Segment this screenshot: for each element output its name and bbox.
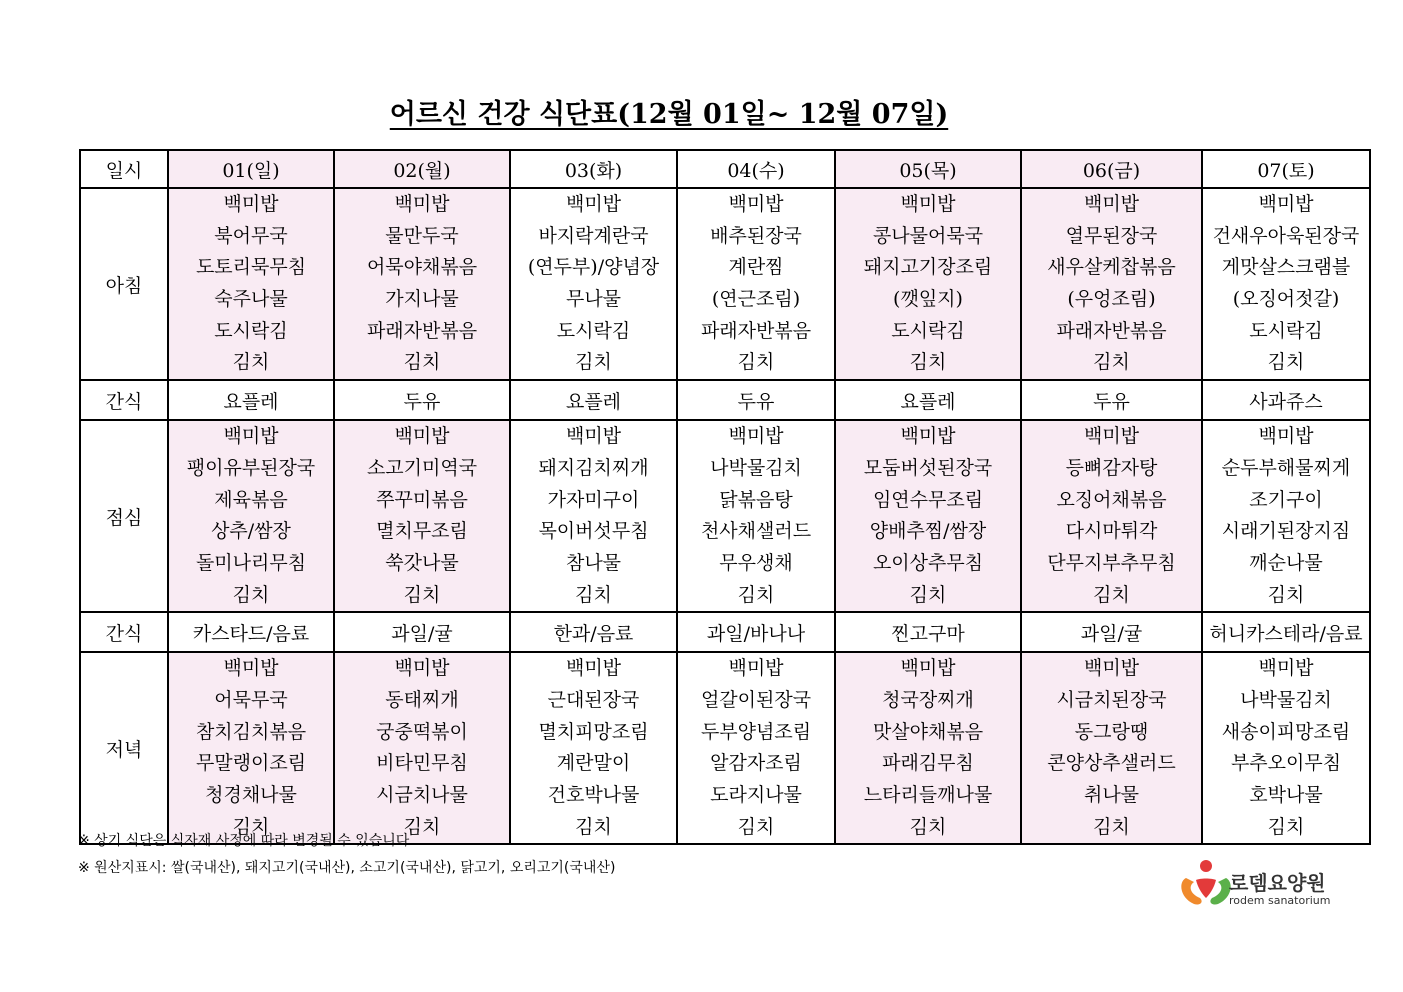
menu-item: 비타민무침 <box>376 752 468 775</box>
menu-item: 양배추찜/쌈장 <box>869 520 987 543</box>
menu-item: 김치 <box>1267 583 1305 606</box>
meal-cell <box>677 188 835 380</box>
menu-item: 도시락김 <box>891 319 965 342</box>
meal-cell <box>168 188 334 380</box>
menu-item: 게맛살스크램블 <box>1221 256 1351 279</box>
meal-table <box>79 149 1371 845</box>
meal-label: 간식 <box>80 612 168 652</box>
menu-item: 참치김치볶음 <box>195 720 307 743</box>
day-header: 07(토) <box>1202 150 1370 188</box>
menu-item: 백미밥 <box>223 657 279 680</box>
menu-item: (우엉조림) <box>1067 288 1156 311</box>
snack-cell: 요플레 <box>510 380 677 420</box>
menu-item: 모둠버섯된장국 <box>863 456 993 479</box>
menu-item: 도시락김 <box>556 319 631 342</box>
menu-item: 백미밥 <box>394 657 450 680</box>
menu-item: 무우생채 <box>719 551 793 574</box>
menu-item: 김치 <box>909 351 947 374</box>
day-header: 06(금) <box>1021 150 1202 188</box>
menu-item: 김치 <box>737 583 775 606</box>
menu-item: 가지나물 <box>385 288 459 311</box>
menu-item: 김치 <box>232 815 270 838</box>
menu-item: 돼지김치찌개 <box>538 456 649 479</box>
meal-cell <box>677 420 835 612</box>
dinner-row <box>80 652 1370 844</box>
menu-item: 백미밥 <box>223 193 279 215</box>
meal-cell <box>1202 420 1370 612</box>
menu-item: 김치 <box>232 351 270 374</box>
menu-item: 부추오이무침 <box>1230 752 1342 775</box>
menu-item: 콩나물어묵국 <box>872 224 984 247</box>
notes <box>78 828 615 882</box>
menu-item: 깨순나물 <box>1249 551 1323 574</box>
menu-item: 김치 <box>403 351 441 374</box>
menu-item: 참나물 <box>565 551 622 574</box>
menu-item: 나박물김치 <box>1240 688 1332 711</box>
meal-cell <box>510 652 677 844</box>
menu-item: 멸치피망조림 <box>538 720 649 743</box>
day-header: 04(수) <box>677 150 835 188</box>
menu-item: 단무지부추무침 <box>1047 551 1176 574</box>
menu-item: 알감자조림 <box>710 752 802 775</box>
note-origin: ※ 원산지표시: 쌀(국내산), 돼지고기(국내산), 소고기(국내산), 닭고기, 오리고기(국내산) <box>78 860 616 876</box>
meal-cell <box>1202 652 1370 844</box>
menu-item: 백미밥 <box>565 425 622 448</box>
menu-item: 김치 <box>1267 815 1305 838</box>
menu-item: 청경채나물 <box>205 784 297 806</box>
meal-cell <box>510 188 677 380</box>
menu-item: 파래자반볶음 <box>1056 319 1167 342</box>
menu-item: 건새우아욱된장국 <box>1212 224 1360 247</box>
menu-item: 백미밥 <box>394 425 450 448</box>
snack-cell: 카스타드/음료 <box>168 612 334 652</box>
menu-item: 팽이유부된장국 <box>186 456 316 479</box>
menu-item: 백미밥 <box>223 425 279 448</box>
menu-item: (깻잎지) <box>893 288 963 311</box>
menu-item: 순두부해물찌게 <box>1221 456 1351 479</box>
menu-item: 콘양상추샐러드 <box>1047 752 1176 775</box>
menu-item: 오이상추무침 <box>872 551 984 574</box>
meal-label: 간식 <box>80 380 168 420</box>
menu-item: 느타리들깨나물 <box>863 784 993 806</box>
menu-item: 계란찜 <box>728 256 784 279</box>
menu-item: 상추/쌈장 <box>211 520 291 543</box>
meal-cell <box>168 420 334 612</box>
menu-item: 어묵야채볶음 <box>366 256 478 279</box>
logo-subtitle: rodem sanatorium <box>1229 894 1331 907</box>
meal-cell <box>1021 652 1202 844</box>
menu-item: 동그랑땡 <box>1074 720 1149 743</box>
snack-cell: 요플레 <box>835 380 1021 420</box>
meal-cell <box>1021 188 1202 380</box>
snack-cell: 한과/음료 <box>510 612 677 652</box>
snack-cell: 사과쥬스 <box>1202 380 1370 420</box>
menu-item: (오징어젓갈) <box>1232 288 1340 311</box>
menu-item: 목이버섯무침 <box>538 520 649 543</box>
meal-cell <box>677 652 835 844</box>
snack-cell: 두유 <box>1021 380 1202 420</box>
menu-item: 쭈꾸미볶음 <box>376 488 468 511</box>
menu-item: 어묵무국 <box>214 688 288 711</box>
menu-item: 김치 <box>1093 815 1130 838</box>
menu-item: 백미밥 <box>1083 425 1140 448</box>
snack2-row <box>80 612 1370 652</box>
menu-item: 계란말이 <box>556 752 631 775</box>
menu-item: 천사채샐러드 <box>700 520 812 543</box>
menu-item: 백미밥 <box>900 425 956 448</box>
menu-item: 도토리묵무침 <box>195 256 307 279</box>
meal-label: 점심 <box>80 420 168 612</box>
menu-item: 멸치무조림 <box>376 520 468 543</box>
menu-item: 김치 <box>575 583 612 606</box>
note-change: ※ 상기 식단은 식자재 사정에 따라 변경될 수 있습니다. <box>78 833 414 849</box>
menu-item: 김치 <box>737 351 775 374</box>
menu-item: 김치 <box>1093 351 1130 374</box>
menu-item: 김치 <box>575 351 612 374</box>
menu-item: 김치 <box>737 815 775 838</box>
menu-item: 김치 <box>1267 351 1305 374</box>
menu-item: 제육볶음 <box>214 488 288 511</box>
menu-item: 근대된장국 <box>547 688 640 711</box>
meal-cell <box>334 188 510 380</box>
menu-item: 김치 <box>1093 583 1130 606</box>
menu-item: (연두부)/양념장 <box>527 256 660 279</box>
menu-item: 김치 <box>909 815 947 838</box>
page-title: 어르신 건강 식단표(12월 01일~ 12월 07일) <box>389 99 949 130</box>
day-header: 05(목) <box>835 150 1021 188</box>
menu-item: 궁중떡볶이 <box>376 720 468 743</box>
menu-item: 도시락김 <box>214 319 288 342</box>
menu-item: 김치 <box>403 583 441 606</box>
snack1-row <box>80 380 1370 420</box>
lunch-row <box>80 420 1370 612</box>
menu-item: 닭볶음탕 <box>719 488 793 511</box>
snack-cell: 두유 <box>677 380 835 420</box>
logo-name: 로뎀요양원 <box>1229 871 1326 895</box>
snack-cell: 과일/귤 <box>1021 612 1202 652</box>
menu-item: 배추된장국 <box>710 224 802 247</box>
snack-cell: 두유 <box>334 380 510 420</box>
menu-item: 백미밥 <box>900 657 956 680</box>
menu-item: 백미밥 <box>1083 193 1140 215</box>
menu-item: 김치 <box>232 583 270 606</box>
snack-cell: 과일/바나나 <box>677 612 835 652</box>
snack-cell: 요플레 <box>168 380 334 420</box>
menu-item: 물만두국 <box>385 224 459 247</box>
header-row <box>80 150 1370 188</box>
meal-cell <box>1202 188 1370 380</box>
menu-item: 임연수무조림 <box>872 488 984 511</box>
menu-item: 백미밥 <box>900 193 956 215</box>
menu-item: 나박물김치 <box>710 456 802 479</box>
meal-cell <box>1021 420 1202 612</box>
menu-item: 백미밥 <box>728 425 784 448</box>
menu-item: 조기구이 <box>1249 488 1323 511</box>
menu-item: 다시마튀각 <box>1065 520 1158 543</box>
menu-item: 백미밥 <box>728 193 784 215</box>
meal-cell <box>510 420 677 612</box>
menu-item: 도시락김 <box>1249 319 1323 342</box>
menu-item: 파래자반볶음 <box>366 319 478 342</box>
menu-item: 김치 <box>403 815 441 838</box>
menu-item: 취나물 <box>1083 784 1140 806</box>
snack-cell: 찐고구마 <box>835 612 1021 652</box>
menu-item: (연근조림) <box>711 288 801 311</box>
menu-item: 오징어채볶음 <box>1056 488 1167 511</box>
menu-item: 청국장찌개 <box>882 688 974 711</box>
menu-item: 백미밥 <box>565 193 622 215</box>
meal-cell <box>835 420 1021 612</box>
meal-cell <box>334 652 510 844</box>
menu-item: 맛살야채볶음 <box>872 720 984 743</box>
menu-item: 시래기된장지짐 <box>1221 520 1351 543</box>
menu-item: 파래자반볶음 <box>700 319 812 342</box>
menu-item: 백미밥 <box>565 657 622 680</box>
menu-item: 얼갈이된장국 <box>700 688 812 711</box>
menu-item: 새우살케찹볶음 <box>1047 256 1176 279</box>
menu-item: 백미밥 <box>394 193 450 215</box>
menu-item: 숙주나물 <box>214 288 288 311</box>
menu-item: 돌미나리무침 <box>195 551 307 574</box>
menu-item: 백미밥 <box>1083 657 1140 680</box>
menu-item: 백미밥 <box>1258 193 1314 215</box>
menu-item: 돼지고기장조림 <box>863 256 993 279</box>
menu-item: 가자미구이 <box>547 488 640 511</box>
menu-item: 열무된장국 <box>1065 224 1158 247</box>
meal-cell <box>168 652 334 844</box>
menu-item: 바지락계란국 <box>538 224 649 247</box>
meal-cell <box>835 188 1021 380</box>
menu-item: 두부양념조림 <box>700 720 812 743</box>
menu-item: 김치 <box>909 583 947 606</box>
menu-item: 도라지나물 <box>710 784 802 806</box>
day-header: 02(월) <box>334 150 510 188</box>
meal-cell <box>835 652 1021 844</box>
meal-cell <box>334 420 510 612</box>
meal-label: 아침 <box>80 188 168 380</box>
snack-cell: 과일/귤 <box>334 612 510 652</box>
menu-item: 동태찌개 <box>385 688 459 711</box>
day-header: 01(일) <box>168 150 334 188</box>
menu-item: 등뼈감자탕 <box>1065 456 1158 479</box>
header-label: 일시 <box>80 150 168 188</box>
menu-item: 김치 <box>575 815 612 838</box>
menu-item: 시금치된장국 <box>1056 688 1167 711</box>
menu-item: 북어무국 <box>214 224 288 247</box>
menu-item: 쑥갓나물 <box>385 551 459 574</box>
snack-cell: 허니카스테라/음료 <box>1202 612 1370 652</box>
menu-item: 호박나물 <box>1249 784 1323 806</box>
menu-item: 파래김무침 <box>882 752 974 775</box>
meal-label: 저녁 <box>80 652 168 844</box>
breakfast-row <box>80 188 1370 380</box>
menu-item: 백미밥 <box>728 657 784 680</box>
menu-item: 백미밥 <box>1258 657 1314 680</box>
menu-item: 무나물 <box>565 288 622 311</box>
menu-item: 백미밥 <box>1258 425 1314 448</box>
menu-item: 새송이피망조림 <box>1221 720 1351 743</box>
menu-item: 소고기미역국 <box>366 456 478 479</box>
menu-item: 시금치나물 <box>376 784 468 806</box>
menu-item: 건호박나물 <box>547 784 640 806</box>
menu-item: 무말랭이조림 <box>195 752 307 775</box>
day-header: 03(화) <box>510 150 677 188</box>
